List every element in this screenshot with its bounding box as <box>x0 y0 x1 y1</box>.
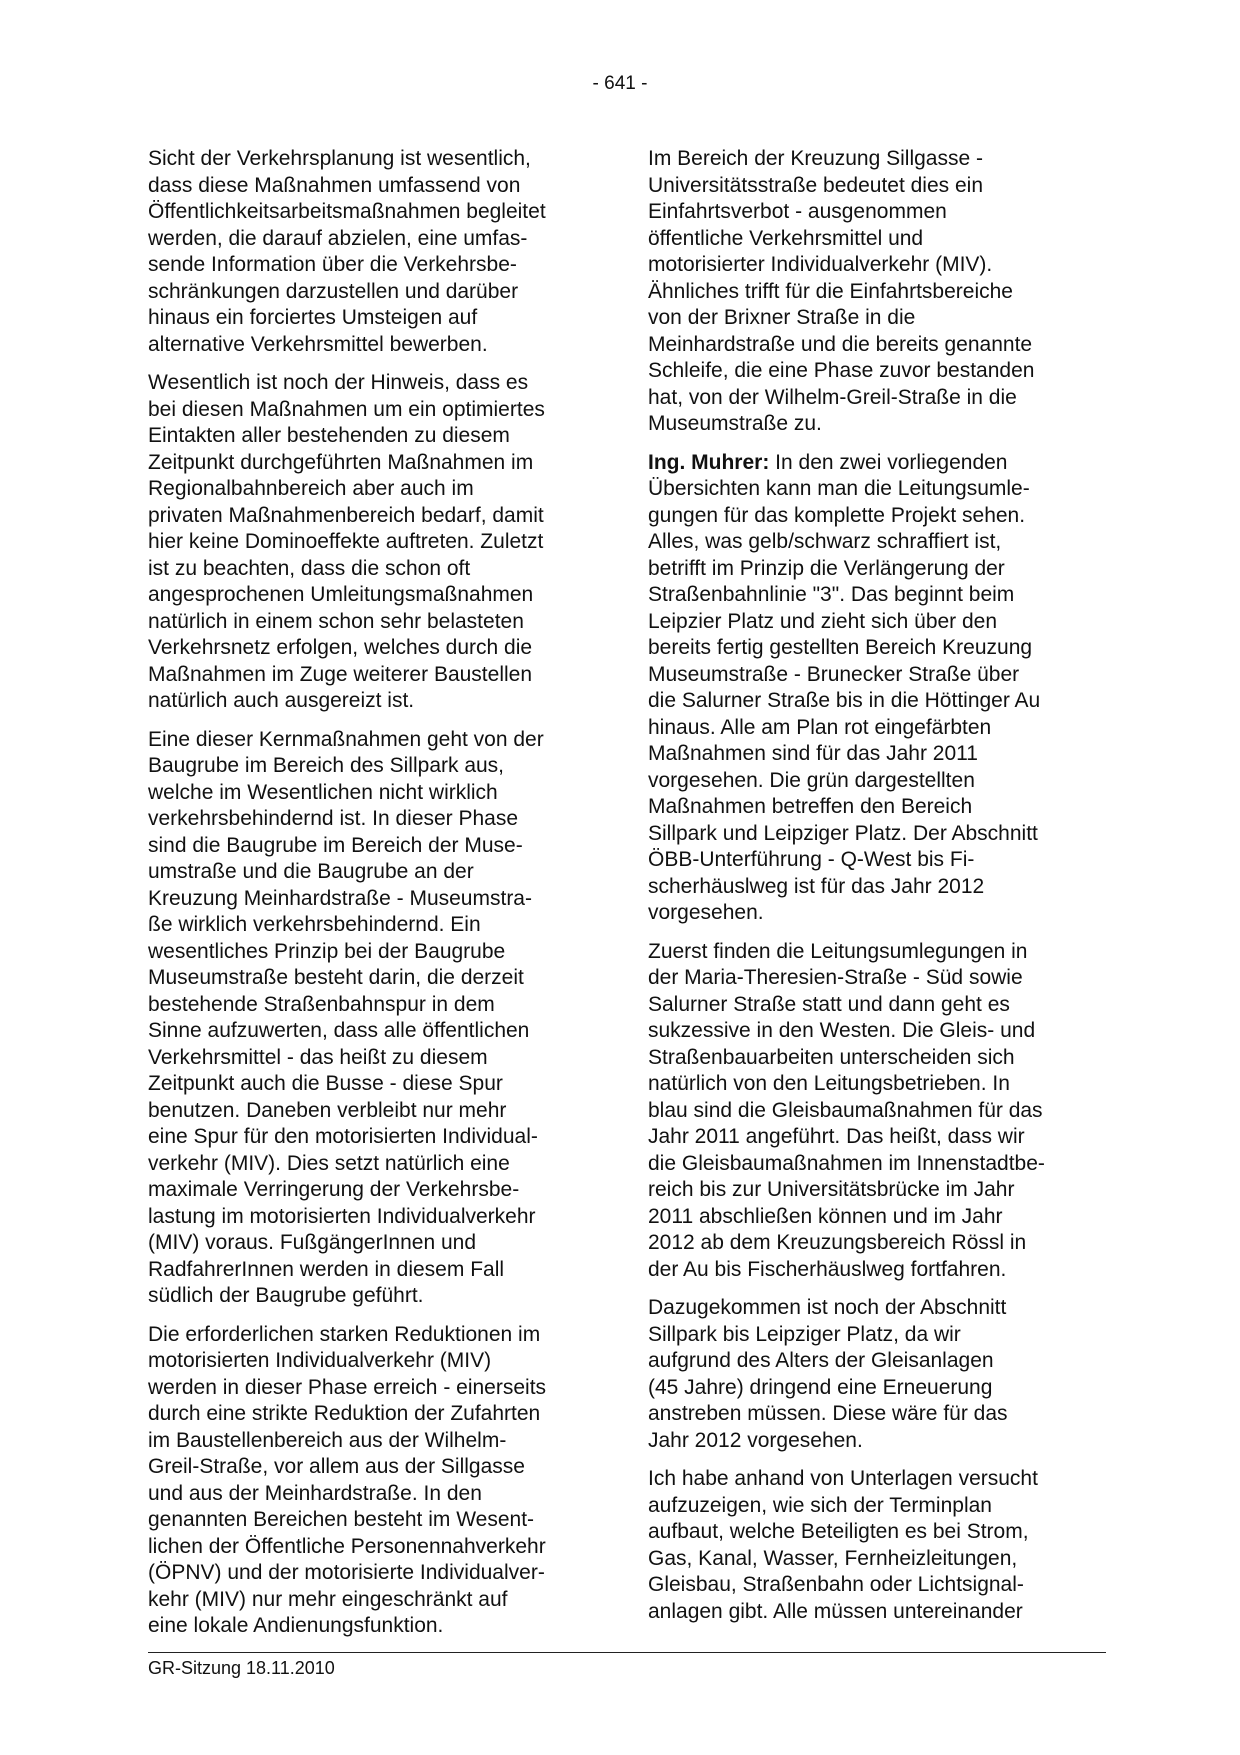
paragraph: Ich habe anhand von Unterlagen versucht aufzuzeigen, wie sich der Terminplan aufbaut, welche Beteiligten es bei Strom, Gas, Kanal, Wasser, Fernheizleitungen, Gleisbau, Straßenbahn oder Lichtsignal- anlagen gibt. Alle müssen untereinander <box>648 1467 1038 1623</box>
speaker-text: In den zwei vorliegenden Übersichten kann man die Leitungsumle- gungen für das komplette Projekt sehen. Alles, was gelb/schwarz schraffiert ist, betrifft im Prinzip die Verlängerung der Straßenbahnlinie "3". Das beginnt beim Leipzier Platz und zieht sich über den bereits fertig gestellten Bereich Kreuzung Museumstraße - Brunecker Straße über die Salurner Straße bis in die Höttinger Au hinaus. Alle am Plan rot eingefärbten Maßnahmen sind für das Jahr 2011 vorgesehen. Die grün dargestellten Maßnahmen betreffen den Bereich Sillpark und Leipziger Platz. Der Abschnitt ÖBB-Unterführung - Q-West bis Fi- scherhäuslweg ist für das Jahr 2012 vorgesehen. <box>648 450 1041 924</box>
footer-divider <box>148 1652 1106 1653</box>
paragraph: Zuerst finden die Leitungsumlegungen in der Maria-Theresien-Straße - Süd sowie Salurner Straße statt und dann geht es sukzessive in den Westen. Die Gleis- und Straßenbauarbeiten unterscheiden sich natürlich von den Leitungsbetrieben. In blau sind die Gleisbaumaßnahmen für das Jahr 2011 angeführt. Das heißt, dass wir die Gleisbaumaßnahmen im Innenstadtbe- reich bis zur Universitätsbrücke im Jahr 2011 abschließen können und im Jahr 2012 ab dem Kreuzungsbereich Rössl in der Au bis Fischerhäuslweg fortfahren. <box>648 939 1045 1281</box>
paragraph: Im Bereich der Kreuzung Sillgasse - Universitätsstraße bedeutet dies ein Einfahrtsverbot - ausgenommen öffentliche Verkehrsmittel und motorisierter Individualverkehr (MIV). Ähnliches trifft für die Einfahrtsbereiche von der Brixner Straße in die Meinhardstraße und die bereits genannte Schleife, die eine Phase zuvor bestanden hat, von der Wilhelm-Greil-Straße in die Museumstraße zu. <box>648 147 1035 435</box>
paragraph: Die erforderlichen starken Reduktionen im motorisierten Individualverkehr (MIV) werden in dieser Phase erreich - einerseits durch eine strikte Reduktion der Zufahrten im Baustellenbereich aus der Wilhelm- Greil-Straße, vor allem aus der Sillgasse und aus der Meinhardstraße. In den genannten Bereichen besteht im Wesent- lichen der Öffentliche Personennahverkehr (ÖPNV) und der motorisierte Individualver- kehr (MIV) nur mehr eingeschränkt auf eine lokale Andienungsfunktion. <box>148 1322 547 1637</box>
body-columns <box>148 146 1098 1652</box>
paragraph: Wesentlich ist noch der Hinweis, dass es bei diesen Maßnahmen um ein optimiertes Eintakten aller bestehenden zu diesem Zeitpunkt durchgeführten Maßnahmen im Regionalbahnbereich aber auch im privaten Maßnahmenbereich bedarf, damit hier keine Dominoeffekte auftreten. Zuletzt ist zu beachten, dass die schon oft angesprochenen Umleitungsmaßnahmen natürlich in einem schon sehr belasteten Verkehrsnetz erfolgen, welches durch die Maßnahmen im Zuge weiterer Baustellen natürlich auch ausgereizt ist. <box>148 371 545 712</box>
paragraph: Eine dieser Kernmaßnahmen geht von der Baugrube im Bereich des Sillpark aus, welche im Wesentlichen nicht wirklich verkehrsbehindernd ist. In dieser Phase sind die Baugrube im Bereich der Muse- umstraße und die Baugrube an der Kreuzung Meinhardstraße - Museumstra- ße wirklich verkehrsbehindernd. Ein wesentliches Prinzip bei der Baugrube Museumstraße besteht darin, die derzeit bestehende Straßenbahnspur in dem Sinne aufzuwerten, dass alle öffentlichen Verkehrsmittel - das heißt zu diesem Zeitpunkt auch die Busse - diese Spur benutzen. Daneben verbleibt nur mehr eine Spur für den motorisierten Individual- verkehr (MIV). Dies setzt natürlich eine maximale Verringerung der Verkehrsbe- lastung im motorisierten Individualverkehr (MIV) voraus. FußgängerInnen und RadfahrerInnen werden in diesem Fall südlich der Baugrube geführt. <box>148 727 544 1307</box>
page-number: - 641 - <box>592 73 648 94</box>
footer-session-date: GR-Sitzung 18.11.2010 <box>148 1658 335 1678</box>
left-column <box>148 146 588 1652</box>
speaker-name: Ing. Muhrer: <box>648 450 770 474</box>
paragraph: Sicht der Verkehrsplanung ist wesentlich, dass diese Maßnahmen umfassend von Öffentlichkeitsarbeitsmaßnahmen begleitet werden, die darauf abzielen, eine umfas- sende Information über die Verkehrsbe- schränkungen darzustellen und darüber hinaus ein forciertes Umsteigen auf alternative Verkehrsmittel bewerben. <box>148 147 546 356</box>
paragraph: Dazugekommen ist noch der Abschnitt Sillpark bis Leipziger Platz, da wir aufgrund des Alters der Gleisanlagen (45 Jahre) dringend eine Erneuerung anstreben müssen. Diese wäre für das Jahr 2012 vorgesehen. <box>648 1296 1008 1452</box>
speaker-paragraph <box>648 450 1098 927</box>
right-column <box>648 146 1098 1652</box>
